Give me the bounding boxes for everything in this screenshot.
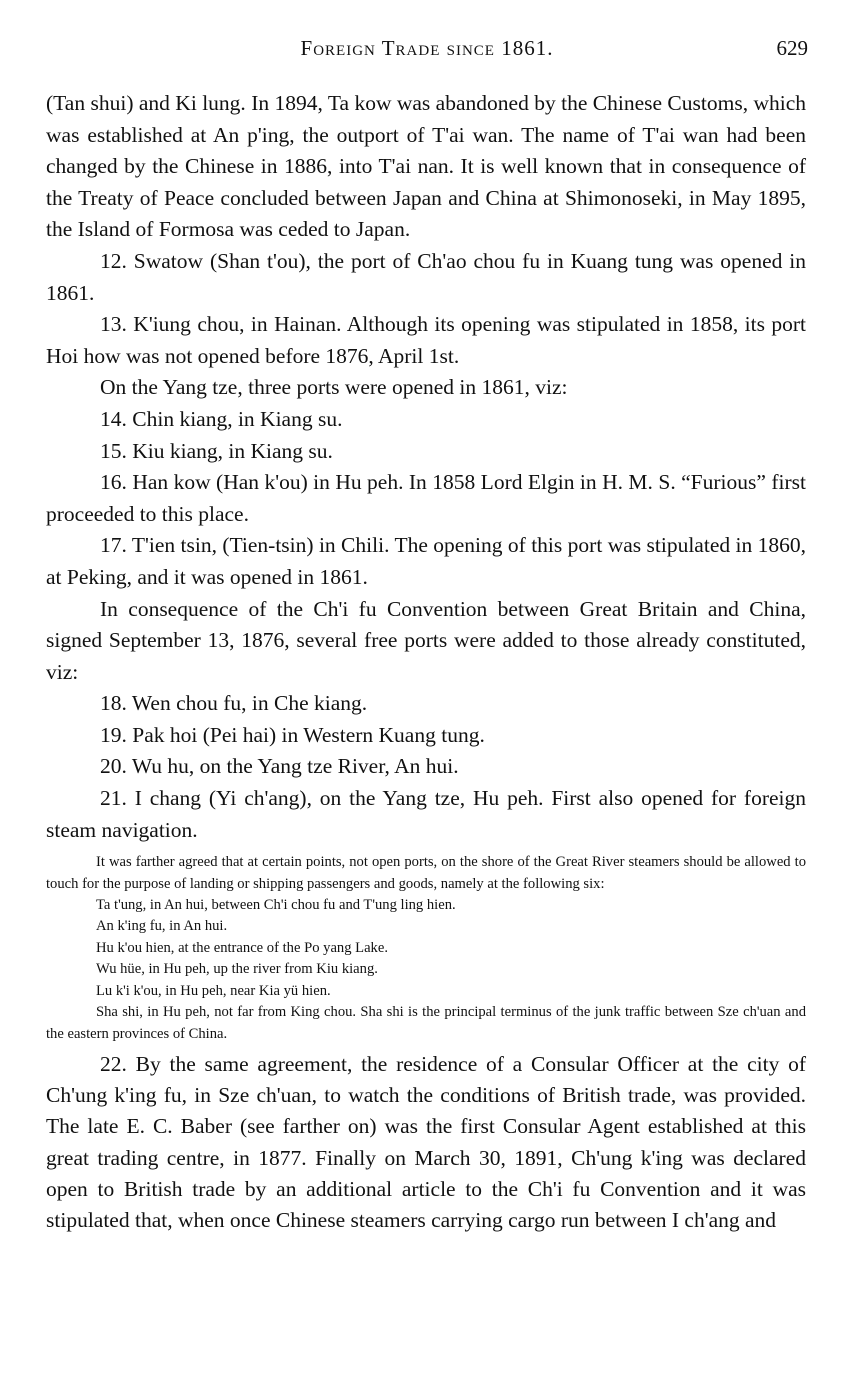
- entry-swatow: 12. Swatow (Shan t'ou), the port of Ch'ao chou fu in Kuang tung was opened in 1861.: [46, 248, 806, 305]
- entry-wu-hu: 20. Wu hu, on the Yang tze River, An hui.: [100, 754, 459, 779]
- entry-tien-tsin: 17. T'ien tsin, (Tien-tsin) in Chili. The opening of this port was stipulated in 1860, at Peking, and it was opened in 1861.: [46, 533, 806, 589]
- note-place-ta-tung: Ta t'ung, in An hui, between Ch'i chou fu and T'ung ling hien.: [96, 897, 456, 914]
- note-place-hu-kou-hien: Hu k'ou hien, at the entrance of the Po yang Lake.: [96, 939, 388, 956]
- entry-wen-chou-fu: 18. Wen chou fu, in Che kiang.: [100, 691, 368, 716]
- closing-section: [46, 1049, 806, 1236]
- note-place-wu-hue: Wu hüe, in Hu peh, up the river from Kiu kiang.: [96, 961, 378, 978]
- paragraph-formosa: (Tan shui) and Ki lung. In 1894, Ta kow was abandoned by the Chinese Customs, which was established at An p'ing, the outport of T'ai wan. The name of T'ai wan had been changed by the Chinese in 1886, into T'ai nan. It is well known that in consequence of the Treaty of Peace concluded between Japan and China at Shimonoseki, in May 1895, the Island of Formosa was ceded to Japan.: [46, 91, 806, 242]
- entry-chung-king: 22. By the same agreement, the residence of a Consular Officer at the city of Ch'ung k'ing fu, in Sze ch'uan, to watch the conditions of British trade, was provided. The late E. C. Baber (see farther on) was the first Consular Agent established at this great trading centre, in 1877. Finally on March 30, 1891, Ch'ung k'ing was declared open to British trade by an additional article to the Ch'i fu Convention and it was stipulated that, when once Chinese steamers carrying cargo run between I ch'ang and: [46, 1051, 806, 1232]
- note-place-an-king-fu: An k'ing fu, in An hui.: [96, 918, 228, 935]
- entry-kiung-chou: 13. K'iung chou, in Hainan. Although its opening was stipulated in 1858, its port Hoi how was not opened before 1876, April 1st.: [46, 312, 806, 368]
- note-place-lu-ki-kou: Lu k'i k'ou, in Hu peh, near Kia yü hien.: [96, 982, 331, 999]
- entry-pak-hoi: 19. Pak hoi (Pei hai) in Western Kuang tung.: [100, 722, 485, 747]
- page-number: 629: [776, 36, 808, 60]
- page-header: [46, 36, 808, 66]
- entry-han-kow: 16. Han kow (Han k'ou) in Hu peh. In 1858 Lord Elgin in H. M. S. “Furious” first proceeded to this place.: [46, 470, 806, 526]
- entry-kiu-kiang: 15. Kiu kiang, in Kiang su.: [100, 438, 333, 463]
- body-text: [46, 88, 806, 1236]
- running-title: Foreign Trade since 1861.: [300, 36, 554, 60]
- entry-chin-kiang: 14. Chin kiang, in Kiang su.: [100, 406, 343, 431]
- note-intro: It was farther agreed that at certain points, not open ports, on the shore of the Great River steamers should be allowed to touch for the purpose of landing or shipping passengers and goods, namely at the following six:: [46, 854, 806, 892]
- paragraph-chi-fu-convention: In consequence of the Ch'i fu Convention between Great Britain and China, signed September 13, 1876, several free ports were added to those already constituted, viz:: [46, 596, 806, 684]
- paragraph-yang-tze-ports: On the Yang tze, three ports were opened in 1861, viz:: [100, 375, 568, 400]
- footnote-block: [46, 852, 806, 1045]
- note-place-sha-shi: Sha shi, in Hu peh, not far from King chou. Sha shi is the principal terminus of the junk traffic between Sze ch'uan and the eastern provinces of China.: [46, 1004, 806, 1042]
- entry-i-chang: 21. I chang (Yi ch'ang), on the Yang tze, Hu peh. First also opened for foreign steam navigation.: [46, 786, 806, 842]
